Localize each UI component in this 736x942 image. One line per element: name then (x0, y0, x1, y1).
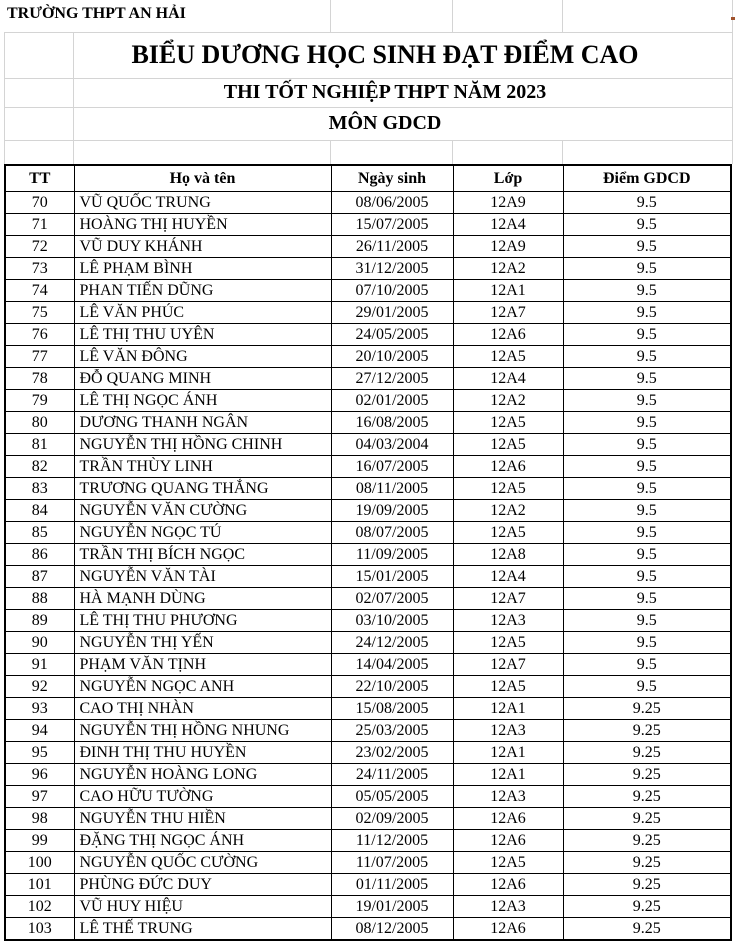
gridline (330, 140, 331, 164)
cell-score: 9.5 (563, 324, 731, 346)
cell-score: 9.5 (563, 676, 731, 698)
cell-name: NGUYỄN QUỐC CƯỜNG (74, 852, 331, 874)
cell-score: 9.25 (563, 764, 731, 786)
cell-score: 9.5 (563, 588, 731, 610)
table-row (5, 632, 731, 654)
cell-dob: 07/10/2005 (331, 280, 453, 302)
cell-score: 9.5 (563, 500, 731, 522)
cell-tt: 95 (5, 742, 74, 764)
cell-tt: 99 (5, 830, 74, 852)
cell-class: 12A5 (453, 478, 563, 500)
cell-tt: 88 (5, 588, 74, 610)
cell-class: 12A6 (453, 918, 563, 941)
table-row (5, 786, 731, 808)
table-row (5, 456, 731, 478)
cell-dob: 20/10/2005 (331, 346, 453, 368)
table-row (5, 874, 731, 896)
cell-score: 9.5 (563, 368, 731, 390)
cell-name: HÀ MẠNH DÙNG (74, 588, 331, 610)
cell-tt: 78 (5, 368, 74, 390)
cell-tt: 93 (5, 698, 74, 720)
subject-title: MÔN GDCD (328, 112, 442, 134)
cell-name: NGUYỄN THỊ HỒNG NHUNG (74, 720, 331, 742)
table-row (5, 368, 731, 390)
cell-dob: 14/04/2005 (331, 654, 453, 676)
cell-score: 9.25 (563, 918, 731, 941)
cell-name: NGUYỄN THỊ HỒNG CHINH (74, 434, 331, 456)
cell-name: TRƯƠNG QUANG THẮNG (74, 478, 331, 500)
cell-dob: 15/08/2005 (331, 698, 453, 720)
cell-score: 9.25 (563, 852, 731, 874)
cell-tt: 96 (5, 764, 74, 786)
cell-score: 9.5 (563, 280, 731, 302)
cell-name: PHÙNG ĐỨC DUY (74, 874, 331, 896)
cell-name: NGUYỄN NGỌC ANH (74, 676, 331, 698)
cell-name: LÊ THỊ THU PHƯƠNG (74, 610, 331, 632)
cell-class: 12A6 (453, 456, 563, 478)
cell-class: 12A5 (453, 676, 563, 698)
table-row (5, 280, 731, 302)
gridline (330, 0, 331, 32)
cell-class: 12A1 (453, 742, 563, 764)
cell-score: 9.5 (563, 236, 731, 258)
cell-score: 9.5 (563, 544, 731, 566)
cell-class: 12A6 (453, 324, 563, 346)
cell-class: 12A1 (453, 698, 563, 720)
cell-class: 12A6 (453, 808, 563, 830)
cell-score: 9.25 (563, 830, 731, 852)
cell-class: 12A7 (453, 588, 563, 610)
cell-tt: 79 (5, 390, 74, 412)
cell-corner-mark (731, 17, 735, 20)
cell-dob: 24/05/2005 (331, 324, 453, 346)
cell-class: 12A5 (453, 434, 563, 456)
cell-name: LÊ VĂN PHÚC (74, 302, 331, 324)
cell-dob: 24/11/2005 (331, 764, 453, 786)
cell-name: LÊ PHẠM BÌNH (74, 258, 331, 280)
cell-tt: 85 (5, 522, 74, 544)
cell-score: 9.25 (563, 786, 731, 808)
table-row (5, 764, 731, 786)
cell-dob: 11/12/2005 (331, 830, 453, 852)
cell-score: 9.5 (563, 456, 731, 478)
school-name: TRƯỜNG THPT AN HẢI (7, 5, 186, 22)
cell-class: 12A3 (453, 610, 563, 632)
cell-tt: 103 (5, 918, 74, 941)
cell-tt: 76 (5, 324, 74, 346)
cell-tt: 94 (5, 720, 74, 742)
cell-class: 12A2 (453, 390, 563, 412)
cell-name: NGUYỄN VĂN CƯỜNG (74, 500, 331, 522)
cell-tt: 87 (5, 566, 74, 588)
students-table (4, 164, 732, 941)
cell-dob: 25/03/2005 (331, 720, 453, 742)
cell-dob: 01/11/2005 (331, 874, 453, 896)
cell-tt: 73 (5, 258, 74, 280)
cell-score: 9.5 (563, 258, 731, 280)
cell-tt: 90 (5, 632, 74, 654)
cell-tt: 72 (5, 236, 74, 258)
cell-tt: 100 (5, 852, 74, 874)
cell-score: 9.5 (563, 214, 731, 236)
table-row (5, 214, 731, 236)
cell-tt: 70 (5, 192, 74, 214)
cell-class: 12A9 (453, 192, 563, 214)
cell-name: DƯƠNG THANH NGÂN (74, 412, 331, 434)
cell-score: 9.5 (563, 632, 731, 654)
cell-class: 12A3 (453, 720, 563, 742)
cell-tt: 83 (5, 478, 74, 500)
cell-dob: 16/07/2005 (331, 456, 453, 478)
cell-class: 12A7 (453, 302, 563, 324)
cell-tt: 98 (5, 808, 74, 830)
cell-dob: 24/12/2005 (331, 632, 453, 654)
cell-score: 9.5 (563, 434, 731, 456)
cell-dob: 15/01/2005 (331, 566, 453, 588)
cell-class: 12A4 (453, 214, 563, 236)
cell-dob: 23/02/2005 (331, 742, 453, 764)
cell-dob: 08/11/2005 (331, 478, 453, 500)
cell-tt: 84 (5, 500, 74, 522)
cell-dob: 03/10/2005 (331, 610, 453, 632)
table-row (5, 478, 731, 500)
cell-score: 9.5 (563, 654, 731, 676)
cell-score: 9.5 (563, 478, 731, 500)
cell-class: 12A5 (453, 632, 563, 654)
cell-tt: 74 (5, 280, 74, 302)
cell-dob: 27/12/2005 (331, 368, 453, 390)
col-header-dob: Ngày sinh (331, 165, 453, 192)
cell-class: 12A5 (453, 522, 563, 544)
gridline (452, 0, 453, 32)
table-row (5, 808, 731, 830)
cell-dob: 19/01/2005 (331, 896, 453, 918)
cell-score: 9.25 (563, 698, 731, 720)
cell-dob: 08/12/2005 (331, 918, 453, 941)
cell-class: 12A4 (453, 566, 563, 588)
cell-score: 9.5 (563, 522, 731, 544)
cell-name: CAO HỮU TƯỜNG (74, 786, 331, 808)
gridline (562, 140, 563, 164)
table-row (5, 412, 731, 434)
cell-dob: 29/01/2005 (331, 302, 453, 324)
cell-name: NGUYỄN HOÀNG LONG (74, 764, 331, 786)
cell-name: LÊ THỊ THU UYÊN (74, 324, 331, 346)
cell-class: 12A2 (453, 500, 563, 522)
cell-tt: 97 (5, 786, 74, 808)
table-row (5, 500, 731, 522)
col-header-class: Lớp (453, 165, 563, 192)
cell-class: 12A1 (453, 764, 563, 786)
cell-score: 9.25 (563, 896, 731, 918)
table-row (5, 588, 731, 610)
cell-tt: 101 (5, 874, 74, 896)
cell-class: 12A2 (453, 258, 563, 280)
cell-score: 9.25 (563, 742, 731, 764)
cell-tt: 81 (5, 434, 74, 456)
table-row (5, 346, 731, 368)
table-row (5, 852, 731, 874)
col-header-tt: TT (5, 165, 74, 192)
cell-class: 12A5 (453, 852, 563, 874)
gridline (452, 140, 453, 164)
cell-dob: 08/07/2005 (331, 522, 453, 544)
cell-tt: 75 (5, 302, 74, 324)
cell-dob: 31/12/2005 (331, 258, 453, 280)
cell-name: PHẠM VĂN TỊNH (74, 654, 331, 676)
cell-tt: 89 (5, 610, 74, 632)
table-row (5, 544, 731, 566)
table-row (5, 830, 731, 852)
table-row (5, 236, 731, 258)
cell-name: ĐINH THỊ THU HUYỀN (74, 742, 331, 764)
cell-class: 12A3 (453, 786, 563, 808)
cell-dob: 11/09/2005 (331, 544, 453, 566)
cell-name: VŨ DUY KHÁNH (74, 236, 331, 258)
cell-dob: 22/10/2005 (331, 676, 453, 698)
cell-name: NGUYỄN VĂN TÀI (74, 566, 331, 588)
cell-name: LÊ THẾ TRUNG (74, 918, 331, 941)
cell-class: 12A4 (453, 368, 563, 390)
col-header-score: Điểm GDCD (563, 165, 731, 192)
cell-tt: 77 (5, 346, 74, 368)
table-row (5, 918, 731, 941)
table-row (5, 676, 731, 698)
table-row (5, 610, 731, 632)
table-row (5, 654, 731, 676)
cell-name: NGUYỄN THU HIỀN (74, 808, 331, 830)
cell-class: 12A1 (453, 280, 563, 302)
cell-class: 12A7 (453, 654, 563, 676)
cell-dob: 02/01/2005 (331, 390, 453, 412)
cell-class: 12A6 (453, 830, 563, 852)
cell-score: 9.5 (563, 412, 731, 434)
cell-dob: 19/09/2005 (331, 500, 453, 522)
cell-name: PHAN TIẾN DŨNG (74, 280, 331, 302)
table-row (5, 302, 731, 324)
cell-tt: 91 (5, 654, 74, 676)
cell-dob: 02/07/2005 (331, 588, 453, 610)
cell-tt: 82 (5, 456, 74, 478)
cell-name: VŨ QUỐC TRUNG (74, 192, 331, 214)
cell-dob: 15/07/2005 (331, 214, 453, 236)
page-title: BIỂU DƯƠNG HỌC SINH ĐẠT ĐIỂM CAO (131, 40, 639, 69)
cell-name: LÊ VĂN ĐÔNG (74, 346, 331, 368)
cell-name: NGUYỄN THỊ YẾN (74, 632, 331, 654)
cell-dob: 04/03/2004 (331, 434, 453, 456)
cell-score: 9.25 (563, 720, 731, 742)
col-header-name: Họ và tên (74, 165, 331, 192)
cell-score: 9.25 (563, 808, 731, 830)
cell-class: 12A5 (453, 412, 563, 434)
cell-name: ĐẶNG THỊ NGỌC ÁNH (74, 830, 331, 852)
cell-tt: 102 (5, 896, 74, 918)
cell-score: 9.5 (563, 566, 731, 588)
cell-class: 12A6 (453, 874, 563, 896)
cell-name: ĐỖ QUANG MINH (74, 368, 331, 390)
cell-name: NGUYỄN NGỌC TÚ (74, 522, 331, 544)
table-header-row (5, 165, 731, 192)
cell-tt: 71 (5, 214, 74, 236)
cell-class: 12A8 (453, 544, 563, 566)
cell-dob: 05/05/2005 (331, 786, 453, 808)
cell-score: 9.5 (563, 302, 731, 324)
cell-score: 9.5 (563, 610, 731, 632)
cell-dob: 02/09/2005 (331, 808, 453, 830)
cell-name: TRẦN THỊ BÍCH NGỌC (74, 544, 331, 566)
gridline (732, 0, 733, 164)
table-row (5, 720, 731, 742)
cell-score: 9.5 (563, 192, 731, 214)
table-row (5, 742, 731, 764)
page-subtitle: THI TỐT NGHIỆP THPT NĂM 2023 (223, 81, 547, 103)
cell-dob: 26/11/2005 (331, 236, 453, 258)
cell-dob: 08/06/2005 (331, 192, 453, 214)
cell-name: CAO THỊ NHÀN (74, 698, 331, 720)
table-row (5, 192, 731, 214)
cell-tt: 80 (5, 412, 74, 434)
table-body (5, 192, 731, 941)
gridline (562, 0, 563, 32)
cell-class: 12A3 (453, 896, 563, 918)
cell-name: VŨ HUY HIỆU (74, 896, 331, 918)
table-row (5, 390, 731, 412)
cell-dob: 16/08/2005 (331, 412, 453, 434)
gridline (4, 32, 5, 164)
cell-score: 9.5 (563, 346, 731, 368)
cell-class: 12A5 (453, 346, 563, 368)
gridline (4, 140, 732, 141)
table-row (5, 324, 731, 346)
cell-name: HOÀNG THỊ HUYỀN (74, 214, 331, 236)
cell-name: LÊ THỊ NGỌC ÁNH (74, 390, 331, 412)
table-row (5, 258, 731, 280)
table-row (5, 566, 731, 588)
cell-class: 12A9 (453, 236, 563, 258)
cell-score: 9.25 (563, 874, 731, 896)
cell-score: 9.5 (563, 390, 731, 412)
cell-name: TRẦN THÙY LINH (74, 456, 331, 478)
cell-tt: 92 (5, 676, 74, 698)
cell-dob: 11/07/2005 (331, 852, 453, 874)
table-row (5, 522, 731, 544)
table-row (5, 698, 731, 720)
table-row (5, 434, 731, 456)
cell-tt: 86 (5, 544, 74, 566)
table-row (5, 896, 731, 918)
